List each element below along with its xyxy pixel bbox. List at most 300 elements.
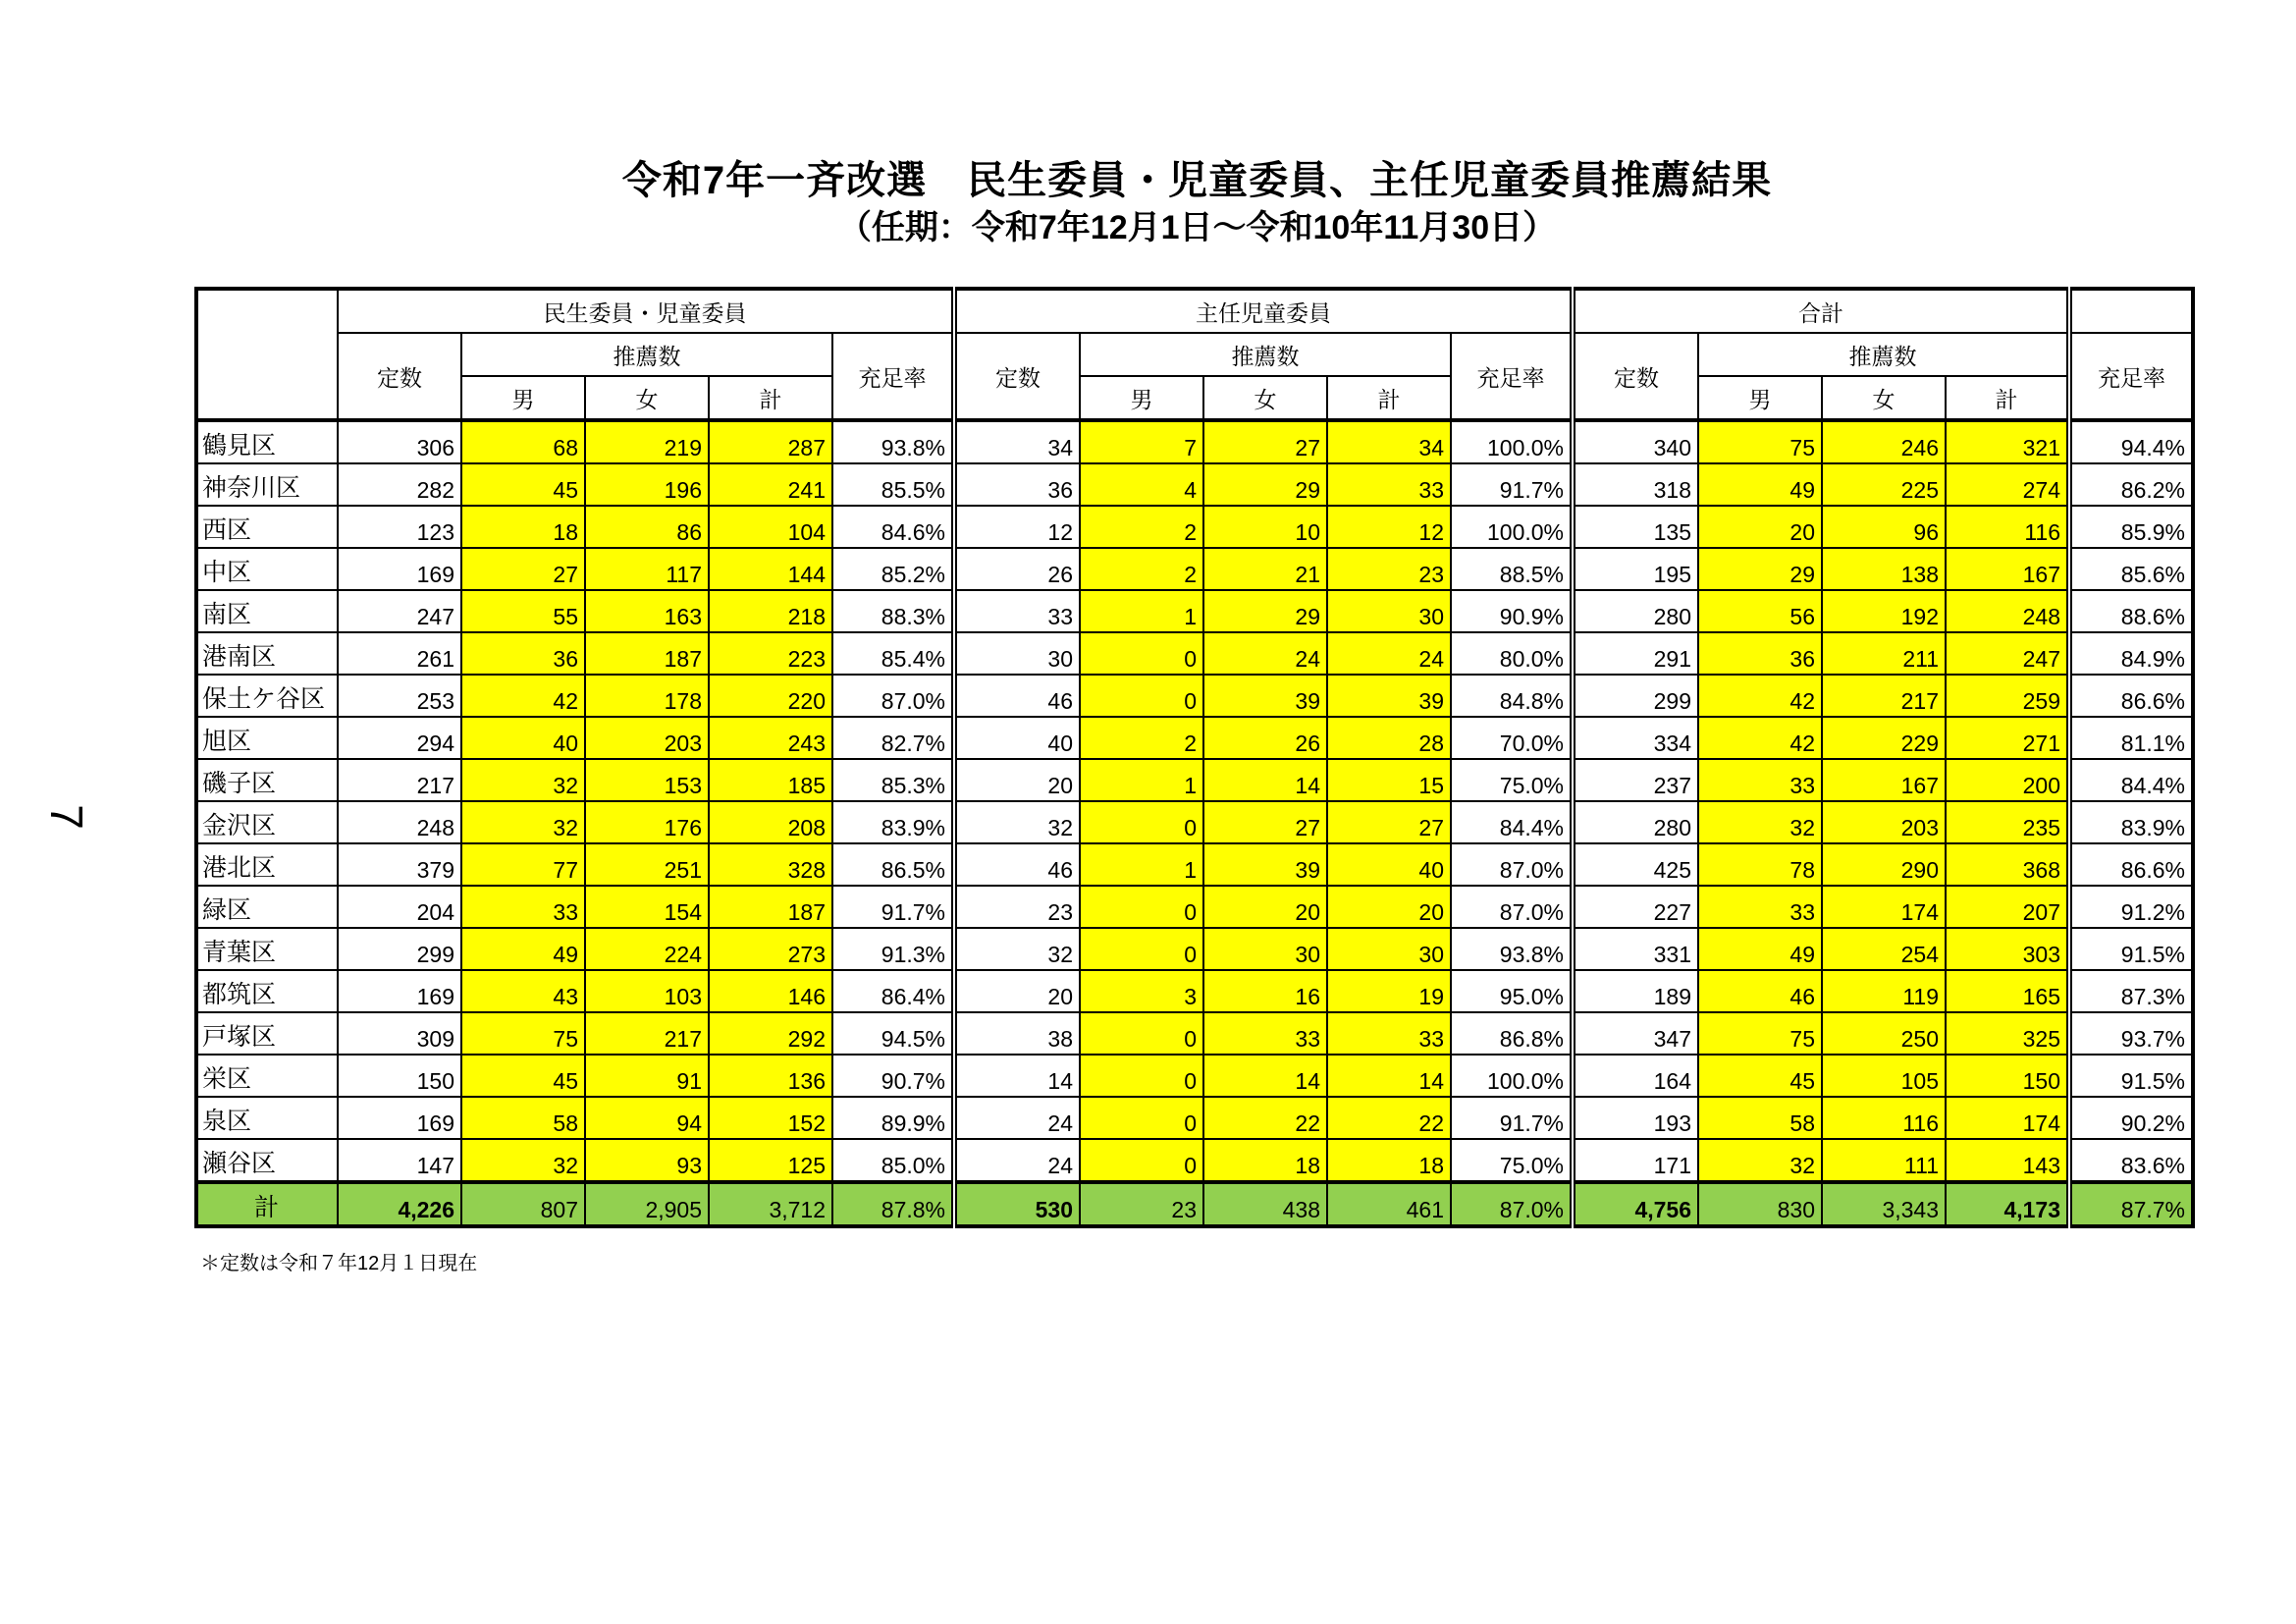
s3-total-cell: 248	[1946, 590, 2069, 632]
s3-male-cell: 36	[1698, 632, 1822, 675]
s1-male-cell: 45	[461, 463, 585, 506]
s1-male-cell: 40	[461, 717, 585, 759]
s1-total-cell: 152	[709, 1097, 832, 1139]
s1-teisu-cell: 261	[338, 632, 461, 675]
s1-female-cell: 153	[585, 759, 709, 801]
district-name: 南区	[196, 590, 338, 632]
s1-teisu-cell: 204	[338, 886, 461, 928]
s1-male-cell: 36	[461, 632, 585, 675]
s2-rate-cell: 100.0%	[1451, 506, 1573, 548]
s3-teisu-cell: 164	[1573, 1055, 1698, 1097]
section-header-s3-rate-blank	[2069, 289, 2193, 333]
s2-female-cell: 27	[1203, 801, 1327, 843]
s2-female-cell: 438	[1203, 1182, 1327, 1226]
s2-teisu-cell: 20	[954, 759, 1080, 801]
s3-male-cell: 78	[1698, 843, 1822, 886]
s1-total-cell: 292	[709, 1012, 832, 1055]
s1-teisu-cell: 169	[338, 1097, 461, 1139]
s2-total-cell: 23	[1327, 548, 1451, 590]
col-header-male: 男	[1080, 376, 1203, 420]
s2-teisu-cell: 46	[954, 843, 1080, 886]
s2-male-cell: 1	[1080, 759, 1203, 801]
s1-female-cell: 2,905	[585, 1182, 709, 1226]
s1-total-cell: 218	[709, 590, 832, 632]
s2-rate-cell: 70.0%	[1451, 717, 1573, 759]
s1-rate-cell: 91.3%	[832, 928, 954, 970]
col-header-total: 計	[1327, 376, 1451, 420]
s3-female-cell: 105	[1822, 1055, 1946, 1097]
s1-total-cell: 3,712	[709, 1182, 832, 1226]
s3-total-cell: 174	[1946, 1097, 2069, 1139]
s1-rate-cell: 89.9%	[832, 1097, 954, 1139]
s3-teisu-cell: 291	[1573, 632, 1698, 675]
s2-rate-cell: 75.0%	[1451, 1139, 1573, 1182]
s3-male-cell: 49	[1698, 463, 1822, 506]
s2-female-cell: 24	[1203, 632, 1327, 675]
s2-male-cell: 0	[1080, 928, 1203, 970]
s2-teisu-cell: 40	[954, 717, 1080, 759]
s3-male-cell: 56	[1698, 590, 1822, 632]
s1-teisu-cell: 4,226	[338, 1182, 461, 1226]
s2-male-cell: 1	[1080, 590, 1203, 632]
s1-female-cell: 217	[585, 1012, 709, 1055]
col-header-male: 男	[461, 376, 585, 420]
s3-teisu-cell: 189	[1573, 970, 1698, 1012]
s2-male-cell: 2	[1080, 506, 1203, 548]
s2-total-cell: 20	[1327, 886, 1451, 928]
s1-male-cell: 33	[461, 886, 585, 928]
table-row	[196, 1139, 2193, 1182]
s1-total-cell: 208	[709, 801, 832, 843]
s3-rate-cell: 85.6%	[2069, 548, 2193, 590]
s1-female-cell: 196	[585, 463, 709, 506]
s2-female-cell: 20	[1203, 886, 1327, 928]
s1-female-cell: 117	[585, 548, 709, 590]
s3-male-cell: 830	[1698, 1182, 1822, 1226]
s2-rate-cell: 100.0%	[1451, 1055, 1573, 1097]
term-subtitle: （任期：令和7年12月1日～令和10年11月30日）	[837, 209, 1557, 246]
s2-female-cell: 27	[1203, 420, 1327, 463]
s2-female-cell: 14	[1203, 759, 1327, 801]
s2-male-cell: 4	[1080, 463, 1203, 506]
district-name: 港南区	[196, 632, 338, 675]
col-header-teisu: 定数	[338, 333, 461, 420]
footnote: ＊定数は令和７年12月１日現在	[200, 1253, 478, 1274]
s3-rate-cell: 88.6%	[2069, 590, 2193, 632]
s1-teisu-cell: 299	[338, 928, 461, 970]
s2-male-cell: 0	[1080, 632, 1203, 675]
s2-female-cell: 39	[1203, 843, 1327, 886]
s1-male-cell: 58	[461, 1097, 585, 1139]
s1-rate-cell: 90.7%	[832, 1055, 954, 1097]
s3-female-cell: 211	[1822, 632, 1946, 675]
results-table	[194, 287, 2195, 1228]
document-title: 令和7年一斉改選 民生委員・児童委員、主任児童委員推薦結果	[621, 159, 1773, 202]
s2-rate-cell: 91.7%	[1451, 1097, 1573, 1139]
s3-total-cell: 325	[1946, 1012, 2069, 1055]
s3-total-cell: 207	[1946, 886, 2069, 928]
s2-teisu-cell: 34	[954, 420, 1080, 463]
s3-teisu-cell: 318	[1573, 463, 1698, 506]
s2-total-cell: 24	[1327, 632, 1451, 675]
s2-total-cell: 30	[1327, 928, 1451, 970]
s1-rate-cell: 86.5%	[832, 843, 954, 886]
s1-teisu-cell: 169	[338, 970, 461, 1012]
s3-male-cell: 32	[1698, 801, 1822, 843]
s3-male-cell: 75	[1698, 420, 1822, 463]
district-name: 港北区	[196, 843, 338, 886]
table-row	[196, 970, 2193, 1012]
col-header-total: 計	[709, 376, 832, 420]
s1-total-cell: 243	[709, 717, 832, 759]
s2-male-cell: 2	[1080, 717, 1203, 759]
s1-male-cell: 32	[461, 801, 585, 843]
s1-teisu-cell: 169	[338, 548, 461, 590]
s2-rate-cell: 88.5%	[1451, 548, 1573, 590]
s2-teisu-cell: 32	[954, 928, 1080, 970]
s3-male-cell: 45	[1698, 1055, 1822, 1097]
s2-male-cell: 0	[1080, 1055, 1203, 1097]
s3-total-cell: 247	[1946, 632, 2069, 675]
section-header-s3: 合計	[1573, 289, 2069, 333]
corner-cell	[196, 289, 338, 420]
s3-rate-cell: 91.2%	[2069, 886, 2193, 928]
s3-rate-cell: 90.2%	[2069, 1097, 2193, 1139]
table-row	[196, 675, 2193, 717]
s1-teisu-cell: 294	[338, 717, 461, 759]
s1-male-cell: 68	[461, 420, 585, 463]
s2-female-cell: 33	[1203, 1012, 1327, 1055]
s3-male-cell: 42	[1698, 675, 1822, 717]
s3-female-cell: 254	[1822, 928, 1946, 970]
s1-total-cell: 144	[709, 548, 832, 590]
s1-total-cell: 287	[709, 420, 832, 463]
s2-rate-cell: 100.0%	[1451, 420, 1573, 463]
s1-male-cell: 43	[461, 970, 585, 1012]
table-row	[196, 928, 2193, 970]
s1-rate-cell: 82.7%	[832, 717, 954, 759]
s2-total-cell: 19	[1327, 970, 1451, 1012]
s3-teisu-cell: 340	[1573, 420, 1698, 463]
s1-total-cell: 185	[709, 759, 832, 801]
col-header-male: 男	[1698, 376, 1822, 420]
table-row	[196, 632, 2193, 675]
s3-female-cell: 225	[1822, 463, 1946, 506]
s3-female-cell: 96	[1822, 506, 1946, 548]
section-header-s1: 民生委員・児童委員	[338, 289, 954, 333]
s1-teisu-cell: 150	[338, 1055, 461, 1097]
s1-rate-cell: 85.3%	[832, 759, 954, 801]
s2-female-cell: 14	[1203, 1055, 1327, 1097]
s1-rate-cell: 87.8%	[832, 1182, 954, 1226]
s2-teisu-cell: 14	[954, 1055, 1080, 1097]
s3-teisu-cell: 299	[1573, 675, 1698, 717]
col-header-female: 女	[1203, 376, 1327, 420]
district-name: 戸塚区	[196, 1012, 338, 1055]
s2-rate-cell: 87.0%	[1451, 1182, 1573, 1226]
district-name: 神奈川区	[196, 463, 338, 506]
s2-rate-cell: 86.8%	[1451, 1012, 1573, 1055]
s2-total-cell: 12	[1327, 506, 1451, 548]
col-header-suisen: 推薦数	[1698, 333, 2069, 376]
s2-total-cell: 22	[1327, 1097, 1451, 1139]
s3-female-cell: 217	[1822, 675, 1946, 717]
s1-male-cell: 18	[461, 506, 585, 548]
s2-total-cell: 27	[1327, 801, 1451, 843]
table-row	[196, 717, 2193, 759]
s2-total-cell: 18	[1327, 1139, 1451, 1182]
s1-female-cell: 187	[585, 632, 709, 675]
s2-male-cell: 0	[1080, 675, 1203, 717]
table-row	[196, 420, 2193, 463]
s1-teisu-cell: 306	[338, 420, 461, 463]
s2-rate-cell: 90.9%	[1451, 590, 1573, 632]
s1-female-cell: 163	[585, 590, 709, 632]
district-name: 瀬谷区	[196, 1139, 338, 1182]
district-name: 金沢区	[196, 801, 338, 843]
s3-rate-cell: 83.6%	[2069, 1139, 2193, 1182]
s1-teisu-cell: 379	[338, 843, 461, 886]
district-name: 保土ケ谷区	[196, 675, 338, 717]
s1-male-cell: 32	[461, 759, 585, 801]
col-header-suisen: 推薦数	[461, 333, 832, 376]
district-name: 栄区	[196, 1055, 338, 1097]
s1-male-cell: 75	[461, 1012, 585, 1055]
s1-female-cell: 251	[585, 843, 709, 886]
s3-teisu-cell: 280	[1573, 590, 1698, 632]
s1-rate-cell: 88.3%	[832, 590, 954, 632]
s3-rate-cell: 93.7%	[2069, 1012, 2193, 1055]
s1-teisu-cell: 123	[338, 506, 461, 548]
col-header-female: 女	[585, 376, 709, 420]
col-header-rate: 充足率	[2069, 333, 2193, 420]
s1-teisu-cell: 282	[338, 463, 461, 506]
s3-rate-cell: 84.9%	[2069, 632, 2193, 675]
s3-male-cell: 29	[1698, 548, 1822, 590]
s2-teisu-cell: 12	[954, 506, 1080, 548]
s3-rate-cell: 91.5%	[2069, 1055, 2193, 1097]
s3-rate-cell: 86.6%	[2069, 843, 2193, 886]
s1-male-cell: 807	[461, 1182, 585, 1226]
s1-rate-cell: 84.6%	[832, 506, 954, 548]
s2-teisu-cell: 26	[954, 548, 1080, 590]
s1-teisu-cell: 247	[338, 590, 461, 632]
s2-male-cell: 23	[1080, 1182, 1203, 1226]
s2-male-cell: 0	[1080, 1139, 1203, 1182]
s3-rate-cell: 91.5%	[2069, 928, 2193, 970]
s3-total-cell: 303	[1946, 928, 2069, 970]
s3-teisu-cell: 280	[1573, 801, 1698, 843]
s1-teisu-cell: 147	[338, 1139, 461, 1182]
s3-teisu-cell: 347	[1573, 1012, 1698, 1055]
col-header-rate: 充足率	[832, 333, 954, 420]
s2-teisu-cell: 32	[954, 801, 1080, 843]
s3-total-cell: 116	[1946, 506, 2069, 548]
s3-teisu-cell: 237	[1573, 759, 1698, 801]
table-row	[196, 548, 2193, 590]
s2-teisu-cell: 46	[954, 675, 1080, 717]
table-row	[196, 843, 2193, 886]
s3-male-cell: 32	[1698, 1139, 1822, 1182]
s3-female-cell: 3,343	[1822, 1182, 1946, 1226]
district-name: 磯子区	[196, 759, 338, 801]
s3-teisu-cell: 227	[1573, 886, 1698, 928]
s1-female-cell: 94	[585, 1097, 709, 1139]
s3-rate-cell: 84.4%	[2069, 759, 2193, 801]
district-name: 旭区	[196, 717, 338, 759]
page-number: 7	[40, 804, 92, 830]
s3-male-cell: 58	[1698, 1097, 1822, 1139]
district-name: 中区	[196, 548, 338, 590]
s1-female-cell: 203	[585, 717, 709, 759]
s1-total-cell: 220	[709, 675, 832, 717]
col-header-suisen: 推薦数	[1080, 333, 1451, 376]
s3-teisu-cell: 331	[1573, 928, 1698, 970]
s1-rate-cell: 91.7%	[832, 886, 954, 928]
s1-teisu-cell: 217	[338, 759, 461, 801]
s1-female-cell: 154	[585, 886, 709, 928]
s2-male-cell: 0	[1080, 1097, 1203, 1139]
district-name: 都筑区	[196, 970, 338, 1012]
col-header-rate: 充足率	[1451, 333, 1573, 420]
col-header-total: 計	[1946, 376, 2069, 420]
s2-female-cell: 26	[1203, 717, 1327, 759]
s1-rate-cell: 86.4%	[832, 970, 954, 1012]
s3-male-cell: 46	[1698, 970, 1822, 1012]
s1-male-cell: 55	[461, 590, 585, 632]
s1-female-cell: 86	[585, 506, 709, 548]
s3-female-cell: 250	[1822, 1012, 1946, 1055]
s2-teisu-cell: 38	[954, 1012, 1080, 1055]
s2-total-cell: 39	[1327, 675, 1451, 717]
s3-male-cell: 42	[1698, 717, 1822, 759]
district-name: 西区	[196, 506, 338, 548]
s3-female-cell: 246	[1822, 420, 1946, 463]
s2-teisu-cell: 24	[954, 1097, 1080, 1139]
district-name: 緑区	[196, 886, 338, 928]
s3-male-cell: 33	[1698, 886, 1822, 928]
s1-male-cell: 32	[461, 1139, 585, 1182]
s2-teisu-cell: 23	[954, 886, 1080, 928]
s2-female-cell: 10	[1203, 506, 1327, 548]
s3-female-cell: 111	[1822, 1139, 1946, 1182]
s2-total-cell: 461	[1327, 1182, 1451, 1226]
s2-rate-cell: 91.7%	[1451, 463, 1573, 506]
s1-rate-cell: 83.9%	[832, 801, 954, 843]
s3-teisu-cell: 4,756	[1573, 1182, 1698, 1226]
table-row	[196, 1097, 2193, 1139]
s2-male-cell: 2	[1080, 548, 1203, 590]
s2-rate-cell: 75.0%	[1451, 759, 1573, 801]
s3-total-cell: 200	[1946, 759, 2069, 801]
table-row	[196, 759, 2193, 801]
s3-female-cell: 119	[1822, 970, 1946, 1012]
s2-total-cell: 33	[1327, 463, 1451, 506]
s2-total-cell: 30	[1327, 590, 1451, 632]
s3-female-cell: 229	[1822, 717, 1946, 759]
s3-rate-cell: 86.2%	[2069, 463, 2193, 506]
s2-total-cell: 34	[1327, 420, 1451, 463]
s1-female-cell: 178	[585, 675, 709, 717]
table-row	[196, 506, 2193, 548]
s1-rate-cell: 85.2%	[832, 548, 954, 590]
s1-total-cell: 273	[709, 928, 832, 970]
s3-total-cell: 271	[1946, 717, 2069, 759]
s3-total-cell: 274	[1946, 463, 2069, 506]
s3-female-cell: 290	[1822, 843, 1946, 886]
total-row	[196, 1182, 2193, 1226]
s2-female-cell: 39	[1203, 675, 1327, 717]
s2-total-cell: 40	[1327, 843, 1451, 886]
s3-rate-cell: 94.4%	[2069, 420, 2193, 463]
s3-rate-cell: 87.7%	[2069, 1182, 2193, 1226]
s2-teisu-cell: 20	[954, 970, 1080, 1012]
s3-total-cell: 4,173	[1946, 1182, 2069, 1226]
s1-female-cell: 93	[585, 1139, 709, 1182]
s3-female-cell: 192	[1822, 590, 1946, 632]
s3-total-cell: 143	[1946, 1139, 2069, 1182]
s3-male-cell: 49	[1698, 928, 1822, 970]
table-row	[196, 463, 2193, 506]
s1-male-cell: 77	[461, 843, 585, 886]
district-name: 青葉区	[196, 928, 338, 970]
s2-male-cell: 1	[1080, 843, 1203, 886]
s3-total-cell: 167	[1946, 548, 2069, 590]
s3-female-cell: 138	[1822, 548, 1946, 590]
table-row	[196, 1012, 2193, 1055]
table-row	[196, 590, 2193, 632]
s3-rate-cell: 87.3%	[2069, 970, 2193, 1012]
s2-rate-cell: 80.0%	[1451, 632, 1573, 675]
s3-teisu-cell: 193	[1573, 1097, 1698, 1139]
s1-total-cell: 104	[709, 506, 832, 548]
s2-total-cell: 33	[1327, 1012, 1451, 1055]
s1-male-cell: 49	[461, 928, 585, 970]
s1-female-cell: 224	[585, 928, 709, 970]
s3-male-cell: 20	[1698, 506, 1822, 548]
district-name: 泉区	[196, 1097, 338, 1139]
s3-rate-cell: 83.9%	[2069, 801, 2193, 843]
s3-male-cell: 33	[1698, 759, 1822, 801]
s1-rate-cell: 94.5%	[832, 1012, 954, 1055]
s1-rate-cell: 85.5%	[832, 463, 954, 506]
s1-male-cell: 42	[461, 675, 585, 717]
s1-total-cell: 125	[709, 1139, 832, 1182]
s2-teisu-cell: 24	[954, 1139, 1080, 1182]
s3-male-cell: 75	[1698, 1012, 1822, 1055]
s3-total-cell: 165	[1946, 970, 2069, 1012]
s2-male-cell: 3	[1080, 970, 1203, 1012]
s1-female-cell: 176	[585, 801, 709, 843]
s1-teisu-cell: 309	[338, 1012, 461, 1055]
s3-female-cell: 116	[1822, 1097, 1946, 1139]
s2-rate-cell: 87.0%	[1451, 843, 1573, 886]
table-row	[196, 801, 2193, 843]
s2-female-cell: 30	[1203, 928, 1327, 970]
s3-teisu-cell: 135	[1573, 506, 1698, 548]
s3-total-cell: 368	[1946, 843, 2069, 886]
s1-female-cell: 91	[585, 1055, 709, 1097]
section-header-s2: 主任児童委員	[954, 289, 1573, 333]
s2-teisu-cell: 30	[954, 632, 1080, 675]
s2-teisu-cell: 530	[954, 1182, 1080, 1226]
s2-male-cell: 0	[1080, 1012, 1203, 1055]
s1-teisu-cell: 248	[338, 801, 461, 843]
s1-female-cell: 103	[585, 970, 709, 1012]
s1-rate-cell: 87.0%	[832, 675, 954, 717]
s1-total-cell: 136	[709, 1055, 832, 1097]
s1-total-cell: 241	[709, 463, 832, 506]
